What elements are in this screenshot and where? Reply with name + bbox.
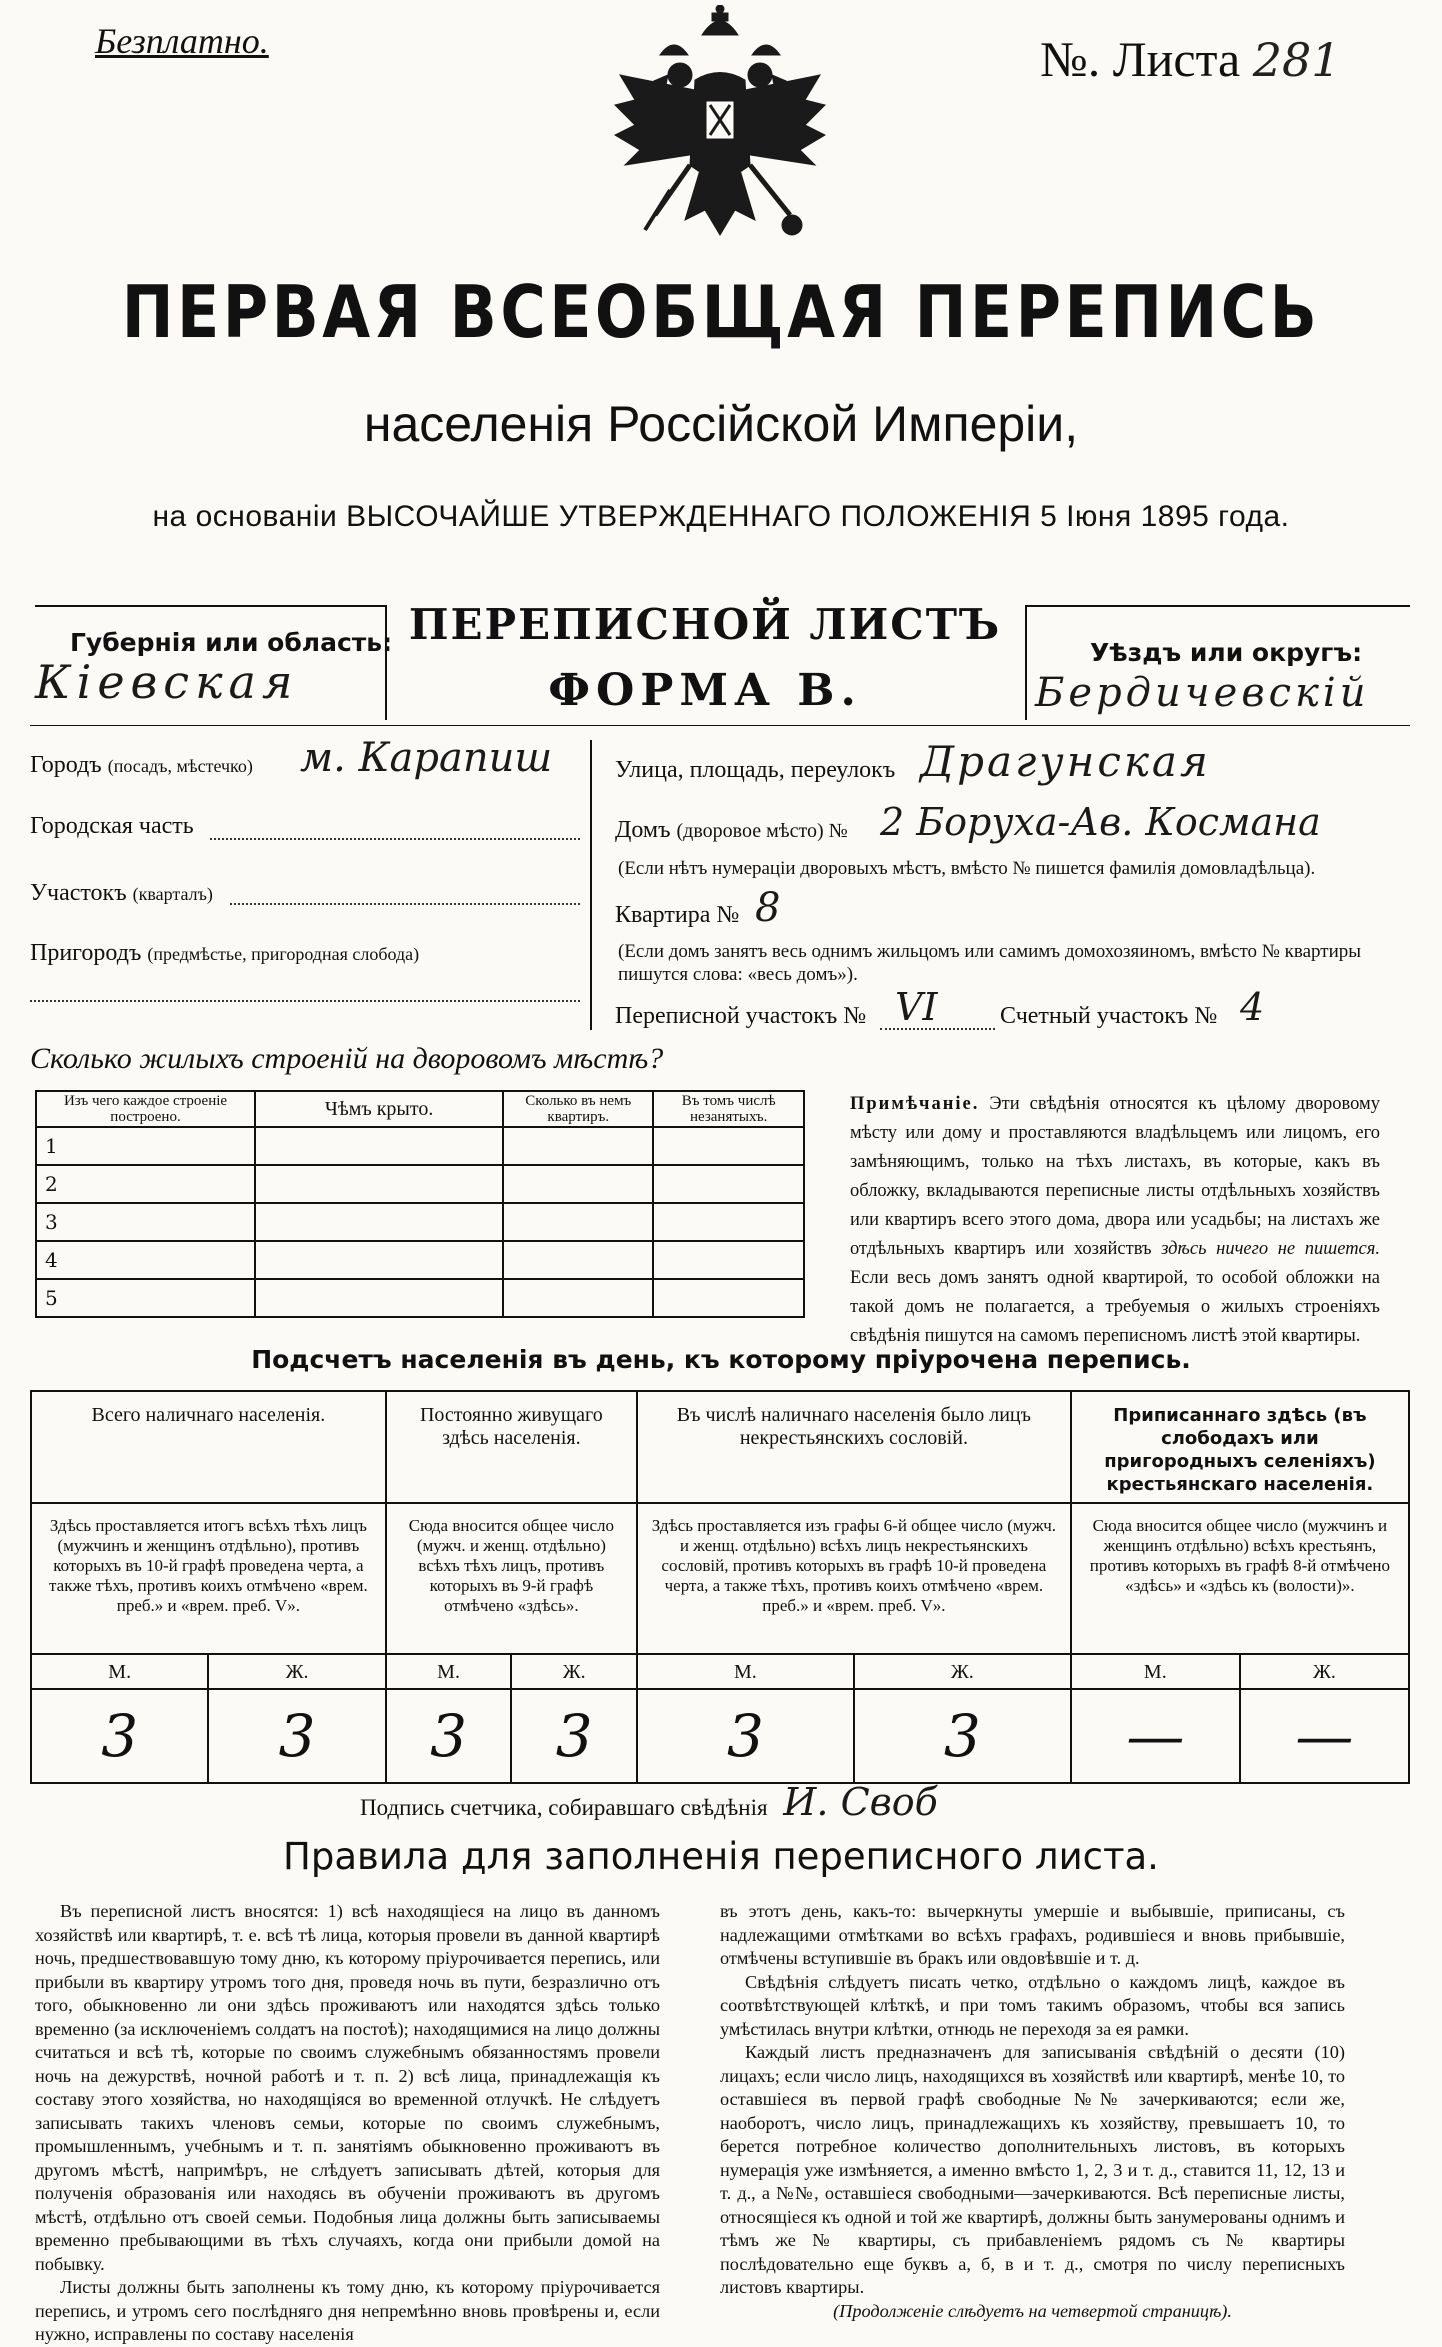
- signature-label: Подпись счетчика, собиравшаго свѣдѣнія: [360, 1795, 768, 1820]
- apartment-value: 8: [755, 885, 781, 931]
- table-row: 5: [36, 1279, 804, 1317]
- count-col-1-desc: Здѣсь проставляется итогъ всѣхъ тѣхъ лицъ (мужчинъ и женщинъ отдѣльно), противъ которыхъ въ 10-й графѣ проведена черта, а также тѣхъ, противъ коихъ отмѣчено «врем. преб.» и «врем. преб. V».: [31, 1503, 386, 1654]
- street-label: Улица, площадь, переулокъ: [615, 757, 896, 783]
- population-count-table: [30, 1390, 1410, 1784]
- count-col-4-female: —: [1240, 1689, 1409, 1783]
- suburb-label: Пригородъ (предмѣстье, пригородная слобода): [30, 940, 420, 966]
- rules-paragraph: Каждый листъ предназначенъ для записыванія свѣдѣній о десяти (10) лицахъ; если число лицъ, находящихся въ хозяйствѣ или квартирѣ, менѣе 10, то оставшіеся въ первой графѣ свободные №№ зачеркиваются; если же, наоборотъ, число лицъ, принадлежащихъ къ хозяйству, превышаетъ 10, то берется потребное количество дополнительныхъ листовъ, въ которыхъ нумерація уже измѣняется, а именно вмѣсто 1, 2, 3 и т. д., ставится 11, 12, 13 и т. д., а №№, оставшіеся свободными—зачеркиваются. Всѣ переписные листы, относящіеся къ одной и той же квартирѣ, должны быть занумерованы однимъ и тѣмъ же № квартиры, съ прибавленіемъ рядомъ съ № квартиры послѣдовательно еще буквъ а, б, в и т. д., смотря по числу переписныхъ листовъ квартиры.: [720, 2042, 1345, 2297]
- count-col-3-female: 3: [854, 1689, 1071, 1783]
- form-title: ПЕРЕПИСНОЙ ЛИСТЪ: [408, 600, 1002, 649]
- district-label: Городская часть: [30, 813, 194, 839]
- buildings-note: [850, 1090, 1380, 1351]
- female-label: Ж.: [511, 1654, 637, 1689]
- buildings-header-vacant: Въ томъ числѣ незанятыхъ.: [653, 1091, 804, 1127]
- table-row: 2: [36, 1165, 804, 1203]
- male-label: М.: [1071, 1654, 1240, 1689]
- apartment-note: (Если домъ занятъ весь однимъ жильцомъ или самимъ домохозяиномъ, вмѣсто № квартиры пишутся слова: «весь домъ»).: [618, 941, 1362, 985]
- count-col-3-header: Въ числѣ наличнаго населенія было лицъ некрестьянскихъ сословій.: [637, 1391, 1071, 1503]
- sheet-number-label: №. Листа: [1040, 31, 1241, 87]
- coat-of-arms-emblem: [600, 5, 840, 265]
- census-subtitle: населенія Россійской Имперіи,: [363, 396, 1079, 452]
- count-col-2-female: 3: [511, 1689, 637, 1783]
- gubernia-value: Кіевская: [35, 655, 299, 709]
- house-label: Домъ (дворовое мѣсто) №: [615, 817, 848, 843]
- note-text-2: Если весь домъ занятъ одной квартирой, то особой обложки на такой домъ не полагается, а требуемыя о жилыхъ строеніяхъ свѣдѣнія пишутся на самомъ переписномъ листѣ этой квартиры.: [850, 1268, 1380, 1346]
- note-text: Эти свѣдѣнія относятся къ цѣлому дворовому мѣсту или дому и проставляются владѣльцемъ или лицомъ, его замѣняющимъ, только на тѣхъ листахъ, въ которые, какъ въ обложку, вкладываются переписные листы отдѣльныхъ хозяйствъ или квартиръ всего этого дома, двора или усадьбы; на листахъ же отдѣльныхъ квартиръ или хозяйствъ: [850, 1094, 1380, 1259]
- rules-continued: (Продолженіе слѣдуетъ на четвертой страницѣ).: [833, 2300, 1232, 2321]
- table-row: 1: [36, 1127, 804, 1165]
- count-district-value: 4: [1240, 985, 1265, 1029]
- house-value: 2 Боруха-Ав. Космана: [880, 800, 1321, 844]
- signature-value: И. Своб: [783, 1780, 938, 1824]
- buildings-header-apartments: Сколько въ немъ квартиръ.: [503, 1091, 653, 1127]
- female-label: Ж.: [1240, 1654, 1409, 1689]
- buildings-table: [35, 1090, 805, 1318]
- male-label: М.: [386, 1654, 512, 1689]
- street-value: Драгунская: [920, 737, 1211, 786]
- count-col-2-desc: Сюда вносится общее число (мужч. и женщ. отдѣльно) всѣхъ тѣхъ лицъ, противъ которыхъ въ 9-й графѣ отмѣчено «здѣсь».: [386, 1503, 637, 1654]
- census-district-label: Переписной участокъ №: [615, 1003, 867, 1029]
- count-col-2-male: 3: [386, 1689, 512, 1783]
- rules-paragraph: Въ переписной листъ вносятся: 1) всѣ находящіеся на лицо въ данномъ хозяйствѣ или квартирѣ, т. е. всѣ тѣ лица, которыя провели въ данной квартирѣ ночь, предшествовавшую тому дню, къ которому пріурочивается перепись, или прибыли въ квартиру утромъ того дня, проведя ночь въ пути, безразлично отъ того, обыкновенно ли они здѣсь проживаютъ или находятся здѣсь только временно (за исключеніемъ солдатъ на постоѣ); находящимися на лицо должны считаться и всѣ тѣ, которые по своимъ служебнымъ обязанностямъ провели ночь на дежурствѣ, ночной работѣ и т. п. 2) всѣ лица, принадлежащія къ составу этого хозяйства, но находящіяся во временной отлучкѣ. Не слѣдуетъ записывать такихъ членовъ семьи, которые по своимъ служебнымъ, промышленнымъ, учебнымъ и т. п. занятіямъ обыкновенно проживаютъ въ другомъ мѣстѣ, напримѣръ, не слѣдуетъ записывать дѣтей, которыя для полученія образованія или находясь въ обученіи проживаютъ въ другомъ мѣстѣ, отдѣльно отъ своей семьи. Подобныя лица должны быть записываемы временно пребывающими въ тѣхъ случаяхъ, когда они прибыли домой на побывку.: [35, 1901, 660, 2274]
- city-label: Городъ (посадъ, мѣстечко): [30, 752, 253, 778]
- census-title: ПЕРВАЯ ВСЕОБЩАЯ ПЕРЕПИСЬ: [121, 270, 1321, 354]
- count-col-4-male: —: [1071, 1689, 1240, 1783]
- rules-column-2: [720, 1900, 1345, 2323]
- enumerator-signature: [360, 1780, 938, 1824]
- precinct-label: Участокъ (кварталъ): [30, 880, 213, 906]
- count-col-4-header: Приписаннаго здѣсь (въ слободахъ или пригородныхъ селеніяхъ) крестьянскаго населенія.: [1071, 1391, 1409, 1503]
- count-col-4-desc: Сюда вносится общее число (мужчинъ и женщинъ отдѣльно) всѣхъ крестьянъ, противъ которыхъ въ графѣ 8-й отмѣчено «здѣсь» и «здѣсь къ (волости)».: [1071, 1503, 1409, 1654]
- table-row: 3: [36, 1203, 804, 1241]
- note-italic: здѣсь ничего не пишется.: [1161, 1239, 1380, 1259]
- form-letter: ФОРМА В.: [548, 665, 862, 716]
- free-of-charge-label: Безплатно.: [95, 21, 269, 61]
- count-col-3-desc: Здѣсь проставляется изъ графы 6-й общее число (мужч. и женщ. отдѣльно) всѣхъ лицъ некрестьянскихъ сословій, противъ которыхъ въ графѣ 10-й проведена черта, а также тѣхъ, противъ коихъ отмѣчено «врем. преб.» и «врем. преб. V».: [637, 1503, 1071, 1654]
- buildings-header-material: Изъ чего каждое строеніе построено.: [36, 1091, 255, 1127]
- city-value: м. Карапиш: [300, 735, 553, 781]
- uezd-value: Бердичевскій: [1035, 670, 1370, 716]
- female-label: Ж.: [854, 1654, 1071, 1689]
- rules-heading: Правила для заполненія переписного листа.: [283, 1835, 1159, 1878]
- count-col-2-header: Постоянно живущаго здѣсь населенія.: [386, 1391, 637, 1503]
- rules-paragraph: въ этотъ день, какъ-то: вычеркнуты умершіе и выбывшіе, приписаны, съ надлежащими отмѣтками во всѣхъ графахъ, родившіеся и вновь прибывшіе, отмѣчены вступившіе въ бракъ или овдовѣвшіе и т. д.: [720, 1901, 1345, 1968]
- male-label: М.: [637, 1654, 854, 1689]
- rules-column-1: [35, 1900, 660, 2347]
- table-row: 4: [36, 1241, 804, 1279]
- male-label: М.: [31, 1654, 208, 1689]
- buildings-header-roof: Чѣмъ крыто.: [255, 1091, 503, 1127]
- count-district-label: Счетный участокъ №: [1000, 1003, 1218, 1029]
- legal-basis: на основаніи ВЫСОЧАЙШЕ УТВЕРЖДЕННАГО ПОЛОЖЕНІЯ 5 Іюня 1895 года.: [152, 500, 1290, 533]
- rules-paragraph: Свѣдѣнія слѣдуетъ писать четко, отдѣльно о каждомъ лицѣ, каждое въ соотвѣтствующей клѣткѣ, и при томъ такимъ образомъ, чтобы вся запись умѣстилась внутри клѣтки, отнюдь не переходя за ея рамки.: [720, 1971, 1345, 2039]
- gubernia-label: Губернія или область:: [70, 628, 393, 657]
- count-col-1-male: 3: [31, 1689, 208, 1783]
- count-col-1-header: Всего наличнаго населенія.: [31, 1391, 386, 1503]
- count-col-1-female: 3: [208, 1689, 385, 1783]
- uezd-label: Уѣздъ или округъ:: [1090, 638, 1363, 667]
- sheet-number-value: 281: [1252, 33, 1341, 87]
- female-label: Ж.: [208, 1654, 385, 1689]
- house-note: (Если нѣтъ нумераціи дворовыхъ мѣстъ, вмѣсто № пишется фамилія домовладѣльца).: [618, 858, 1316, 879]
- population-count-heading: Подсчетъ населенія въ день, къ которому пріурочена перепись.: [251, 1345, 1191, 1374]
- note-lead: Примѣчаніе.: [850, 1094, 980, 1114]
- count-col-3-male: 3: [637, 1689, 854, 1783]
- buildings-question: Сколько жилыхъ строеній на дворовомъ мѣстѣ?: [30, 1042, 664, 1075]
- sheet-number: [1040, 30, 1341, 88]
- apartment-label: Квартира №: [615, 902, 740, 928]
- census-district-value: VI: [895, 985, 938, 1029]
- rules-paragraph: Листы должны быть заполнены къ тому дню, къ которому пріурочивается перепись, и утромъ сего послѣдняго дня непремѣнно вновь провѣрены и, если нужно, исправлены по составу населенія: [35, 2277, 660, 2344]
